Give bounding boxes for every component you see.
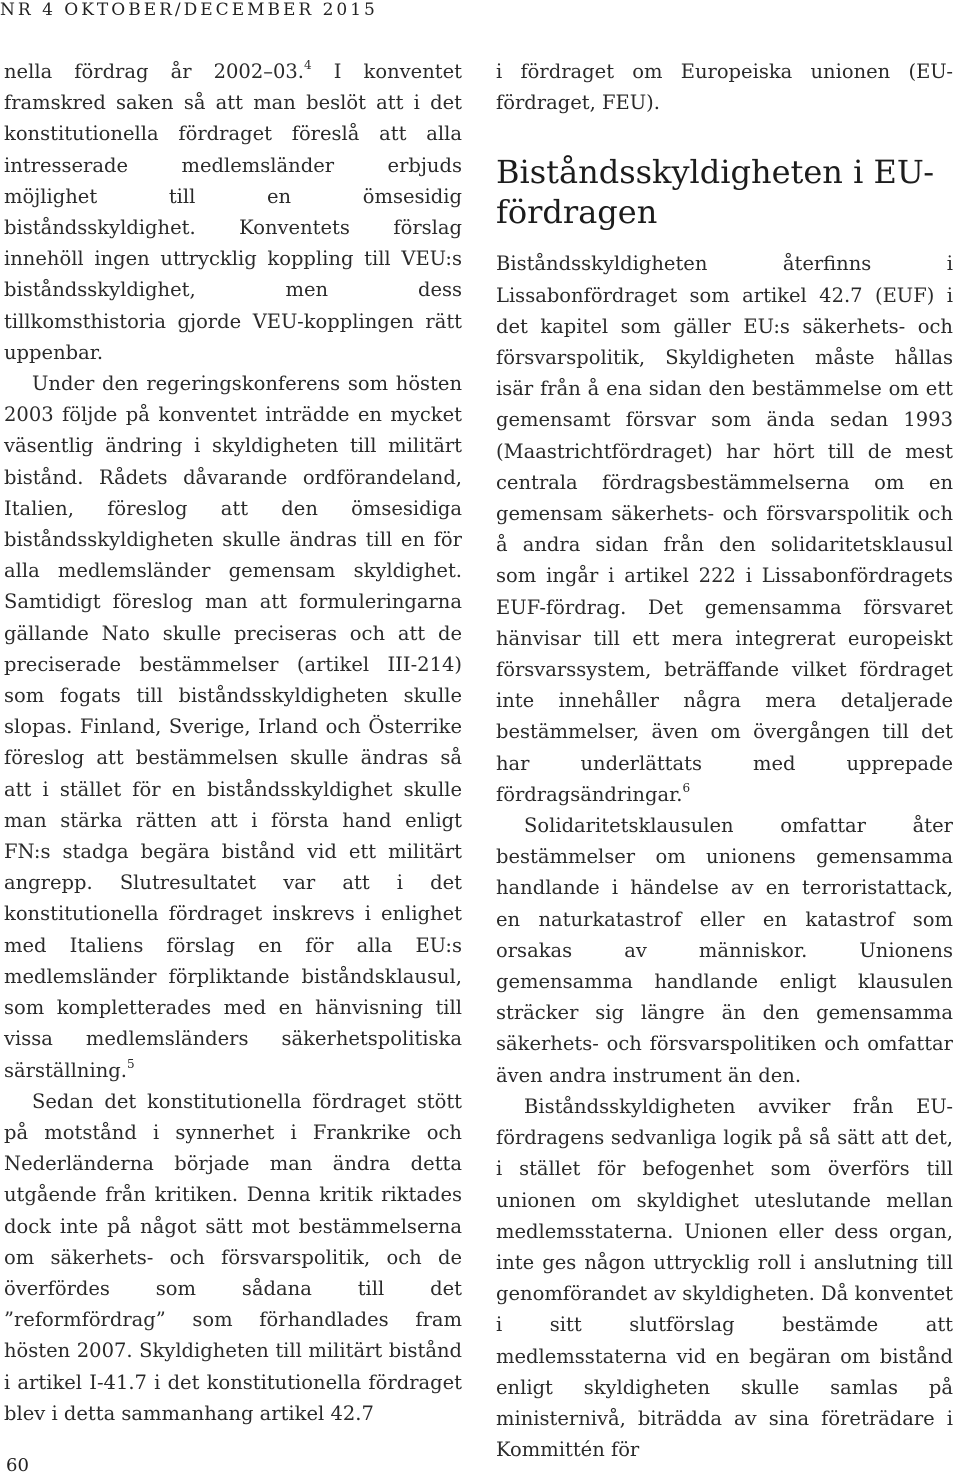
running-head: NR 4 OKTOBER/DECEMBER 2015 — [0, 0, 378, 20]
footnote-ref[interactable]: 5 — [126, 1056, 135, 1071]
paragraph-text: Under den regeringskonferens som hösten 2003 följde på konventet inträdde en mycket väsentlig ändring i skyldigheten till militärt bistånd. Rådets dåvarande ordförandeland, Italien, föreslog att den ömsesidiga biståndsskyldigheten skulle ändras till en för alla medlemsländer gemensam skyldighet. Samtidigt föreslog man att formuleringarna gällande Nato skulle preciseras och att de preciserade bestämmelser (artikel III-214) som fogats till biståndsskyldigheten skulle slopas. Finland, Sverige, Irland och Österrike föreslog att bestämmelsen skulle ändras så att i stället för en biståndsskyldighet skulle man stärka rätten att i första hand enligt FN:s stadga begära bistånd vid ett militärt angrepp. Slutresultatet var att i det konstitutionella fördraget inskrevs i enlighet med Italiens förslag en för alla EU:s medlemsländer förpliktande biståndsklausul, som kompletterades med en hänvisning till vissa medlemsländers säkerhetspolitiska särställning. — [4, 372, 462, 1082]
section-heading: Biståndsskyldigheten i EU-fördragen — [496, 153, 935, 232]
paragraph: i fördraget om Europeiska unionen (EU-fördraget, FEU). — [496, 60, 953, 115]
left-column — [4, 56, 462, 1429]
paragraph-text: I konventet framskred saken så att man beslöt att i det konstitutionella fördraget föreslå att alla intresserade medlemsländer erbjuds möjlighet till en ömsesidig biståndsskyldighet. Konventets förslag innehöll ingen uttrycklig koppling till VEU:s biståndsskyldighet, men dess tillkomsthistoria gjorde VEU-kopplingen rätt uppenbar. — [4, 60, 462, 364]
paragraph — [4, 56, 462, 368]
paragraph-text: nella fördrag år 2002–03. — [4, 60, 305, 83]
page-number: 60 — [6, 1455, 29, 1476]
footnote-ref[interactable]: 4 — [304, 58, 312, 72]
right-column — [496, 56, 953, 1465]
paragraph-text: Biståndsskyldigheten återfinns i Lissabonfördraget som artikel 42.7 (EUF) i det kapitel som gäller EU:s säkerhets- och försvarspolitik, Skyldigheten måste hållas isär från å ena sidan den bestämmelse om ett gemensamt försvar som ända sedan 1993 (Maastrichtfördraget) har hört till de mest centrala fördragsbestämmelserna om en gemensam säkerhets- och försvarspolitik och å andra sidan från den solidaritetsklausul som ingår i artikel 222 i Lissabonfördragets EUF-fördrag. Det gemensamma försvaret hänvisar till ett mera integrerat europeiskt försvarssystem, beträffande vilket fördraget inte innehåller några mera detaljerade bestämmelser, även om övergången till det har underlättats med upprepade fördragsändringar. — [496, 252, 953, 806]
paragraph: Biståndsskyldigheten avviker från EU-fördragens sedvanliga logik på så sätt att det, i stället för befogenhet som överförs till unionen om skyldighet uteslutande mellan medlemsstaterna. Unionen eller dess organ, inte ges någon uttrycklig roll i anslutning till genomförandet av skyldigheten. Då konventet i sitt slutförslag bestämde att medlemsstaterna vid en begäran om bistånd enligt skyldigheten skulle samlas på ministernivå, biträdda av sina företrädare i Kommittén för — [496, 1094, 953, 1462]
paragraph — [496, 248, 953, 810]
footnote-ref[interactable]: 6 — [682, 780, 691, 795]
paragraph: Solidaritetsklausulen omfattar åter bestämmelser om unionens gemensamma handlande i händelse av en terroristattack, en naturkatastrof eller en katastrof som orsakas av människor. Unionens gemensamma handlande enligt klausulen sträcker sig längre än den gemensamma säkerhets- och försvarspolitiken och omfattar även andra instrument än den. — [496, 814, 953, 1087]
paragraph: Sedan det konstitutionella fördraget stött på motstånd i synnerhet i Frankrike och Nederländerna började man ändra detta utgående från kritiken. Denna kritik riktades dock inte på något sätt mot bestämmelserna om säkerhets- och försvarspolitik, och de överfördes som sådana till det ”reformfördrag” som förhandlades fram hösten 2007. Skyldigheten till militärt bistånd i artikel I-41.7 i det konstitutionella fördraget blev i detta sammanhang artikel 42.7 — [4, 1089, 462, 1425]
paragraph — [4, 368, 462, 1086]
